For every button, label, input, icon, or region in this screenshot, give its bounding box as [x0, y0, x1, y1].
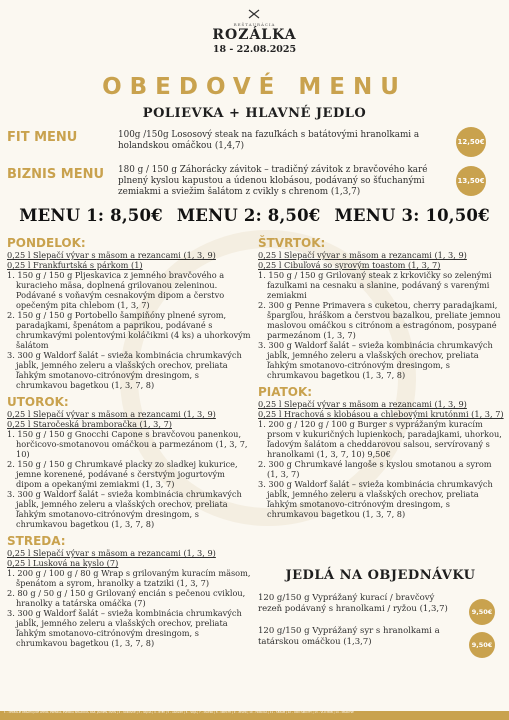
- allergen-footer: 1 – CEREÁLIE OBSAHUJÚCE LEPOK, PŠENICA, PŠENICA ŠPALDOVÁ, RAŽ, JAČMEŇ, OVOS | 2 – KÔROVCE | 3 – VAJCIA | 4 – RYBY | 5 – ARAŠIDY | 6 – SÓJA | 7 – MLIEKO | 8 – ORECHY | 9 – ZELER | 10 – HORČICA | 11 – SEZAM | 12 – OXID SIRIČITÝ | 13 – VLČÍ BOB | 14 – MÄKKÝŠE: [0, 711, 509, 720]
- order-item-text: 120 g/150 g Vyprážaný kurací / bravčový rezeň podávaný s hranolkami / ryžou (1,3,7): [258, 593, 448, 614]
- day-name: PIATOK:: [258, 385, 313, 399]
- dish-item: 3. 300 g Waldorf šalát – svieža kombinácia chrumkavých jabĺk, jemného zeleru a vlašských orechov, preliata ľahkým smotanovo-citrónovým dresingom, s chrumkavou bagetkou (1, 3, 7, 8): [258, 340, 493, 380]
- brand-caption: REŠTAURÁCIA: [233, 22, 276, 27]
- soup-item: 0,25 l Slepačí vývar s mäsom a rezancami (1, 3, 9): [7, 250, 216, 260]
- soup-item: 0,25 l Hrachová s klobásou a chlebovými krutónmi (1, 3, 7): [258, 409, 504, 419]
- soup-item: 0,25 l Slepačí vývar s mäsom a rezancami (1, 3, 9): [258, 250, 467, 260]
- day-friday: [258, 386, 503, 519]
- biznis-menu-label: BIZNIS MENU: [7, 167, 105, 182]
- fit-menu-text: 100g /150g Lososový steak na fazuľkách s batátovými hranolkami a holandskou omáčkou (1,4,7): [118, 130, 420, 151]
- order-item-price-badge: 9,50€: [469, 599, 495, 625]
- fit-menu-price-badge: 12,50€: [456, 127, 486, 157]
- right-column: [258, 237, 503, 519]
- soup-item: 0,25 l Slepačí vývar s mäsom a rezancami (1, 3, 9): [258, 399, 467, 409]
- day-wednesday: [7, 535, 252, 648]
- biznis-menu-text: 180 g / 150 g Záhorácky závitok – tradičný závitok z bravčového karé plnený kyslou kapustou a údenou klobásou, podávaný so šťuchanými zemiakmi a sviežim šalátom z cvikly s chrenom (1,3,7): [118, 165, 428, 197]
- order-item: [258, 626, 503, 647]
- order-item: [258, 593, 503, 614]
- soup-item: 0,25 l Cibuľová so syrovým toastom (1, 3, 7): [258, 260, 441, 270]
- soup-item: 0,25 l Lusková na kyslo (7): [7, 558, 119, 568]
- brand-name: ROZÁLKA: [212, 27, 297, 43]
- biznis-menu-price-badge: 13,50€: [456, 166, 486, 196]
- dish-item: 3. 300 g Waldorf šalát – svieža kombinácia chrumkavých jabĺk, jemného zeleru a vlašských orechov, preliata ľahkým smotanovo-citrónovým dresingom, s chrumkavou bagetkou (1, 3, 7, 8): [7, 608, 242, 648]
- order-item-price-badge: 9,50€: [469, 632, 495, 658]
- day-name: UTOROK:: [7, 395, 69, 409]
- dish-item: 2. 300 g Chrumkavé langoše s kyslou smotanou a syrom (1, 3, 7): [258, 459, 492, 479]
- day-name: STREDA:: [7, 534, 66, 548]
- day-tuesday: [7, 396, 252, 529]
- dish-item: 2. 80 g / 50 g / 150 g Grilovaný encián s pečenou cviklou, hranolky a tatárska omáčka (7): [7, 588, 246, 608]
- menu-prices: [0, 206, 509, 225]
- fit-menu-label: FIT MENU: [7, 130, 78, 145]
- day-thursday: [258, 237, 503, 380]
- soup-item: 0,25 l Slepačí vývar s mäsom a rezancami (1, 3, 9): [7, 409, 216, 419]
- menu-dates: 18 - 22.08.2025: [212, 44, 297, 55]
- order-section-title: JEDLÁ NA OBJEDNÁVKU: [285, 568, 476, 583]
- dish-item: 3. 300 g Waldorf šalát – svieža kombinácia chrumkavých jabĺk, jemného zeleru a vlašských orechov, preliata ľahkým smotanovo-citrónovým dresingom, s chrumkavou bagetkou (1, 3, 7, 8): [7, 489, 242, 529]
- dish-item: 1. 150 g / 150 g Pljeskavica z jemného bravčového a kuracieho mäsa, doplnená grilovanou zeleninou. Podávané s voňavým cesnakovým dipom a čerstvo opečeným pita chlebom (1, 3, 7): [7, 270, 225, 310]
- dish-item: 1. 150 g / 150 g Grilovaný steak z krkovičky so zelenými fazuľkami na cesnaku a slanine, podávaný s varenými zemiakmi: [258, 270, 492, 300]
- dish-item: 1. 150 g / 150 g Gnocchi Capone s bravčovou panenkou, horčicovo-smotanovou omáčkou a parmezánom (1, 3, 7, 10): [7, 429, 248, 459]
- menu-3-price: MENU 3: 10,50€: [334, 206, 490, 225]
- page-subtitle: POLIEVKA + HLAVNÉ JEDLO: [142, 106, 367, 121]
- dish-item: 3. 300 g Waldorf šalát – svieža kombinácia chrumkavých jabĺk, jemného zeleru a vlašských orechov, preliata ľahkým smotanovo-citrónovým dresingom, s chrumkavou bagetkou (1, 3, 7, 8): [258, 479, 493, 519]
- menu-2-price: MENU 2: 8,50€: [176, 206, 321, 225]
- day-monday: [7, 237, 252, 390]
- dish-item: 3. 300 g Waldorf šalát – svieža kombinácia chrumkavých jabĺk, jemného zeleru a vlašských orechov, preliata ľahkým smotanovo-citrónovým dresingom, s chrumkavou bagetkou (1, 3, 7, 8): [7, 350, 242, 390]
- order-section: [258, 568, 503, 659]
- dish-item: 2. 150 g / 150 g Chrumkavé placky zo sladkej kukurice, jemne korenené, podávané s čerstvým jogurtovým dipom a opekanými zemiakmi (1, 3, 7): [7, 459, 238, 489]
- fork-knife-icon: [246, 9, 262, 19]
- order-item-text: 120 g/150 g Vyprážaný syr s hranolkami a tatárskou omáčkou (1,3,7): [258, 626, 440, 647]
- menu-1-price: MENU 1: 8,50€: [19, 206, 163, 225]
- soup-item: 0,25 l Slepačí vývar s mäsom a rezancami (1, 3, 9): [7, 548, 216, 558]
- dish-item: 2. 150 g / 150 g Portobello šampiňóny plnené syrom, paradajkami, špenátom a paprikou, podávané s chrumkavými polentovými koláčikmi (4 ks) a uhorkovým šalátom: [7, 310, 251, 350]
- day-name: PONDELOK:: [7, 236, 86, 250]
- left-column: [7, 237, 252, 648]
- dish-item: 2. 300 g Penne Primavera s cuketou, cherry paradajkami, špargľou, hráškom a čerstvou bazalkou, preliate jemnou maslovou omáčkou s citrónom a estragónom, posypané parmezánom (1, 3, 7): [258, 300, 501, 340]
- dish-item: 1. 200 g / 100 g / 80 g Wrap s grilovaným kuracím mäsom, špenátom a syrom, hranolky a tzatziki (1, 3, 7): [7, 568, 251, 588]
- dish-item: 1. 200 g / 120 g / 100 g Burger s vyprážaným kuracím prsom v kukuričných lupienkoch, paradajkami, uhorkou, ľadovým šalátom a cheddarovou salsou, servírovaný s hranolkami (1, 3, 7, 10) 9,50€: [258, 419, 502, 459]
- soup-item: 0,25 l Frankfurtská s párkom (1): [7, 260, 143, 270]
- soup-item: 0,25 l Staročeská bramboračka (1, 3, 7): [7, 419, 172, 429]
- day-name: ŠTVRTOK:: [258, 236, 326, 250]
- page-title: OBEDOVÉ MENU: [102, 74, 407, 100]
